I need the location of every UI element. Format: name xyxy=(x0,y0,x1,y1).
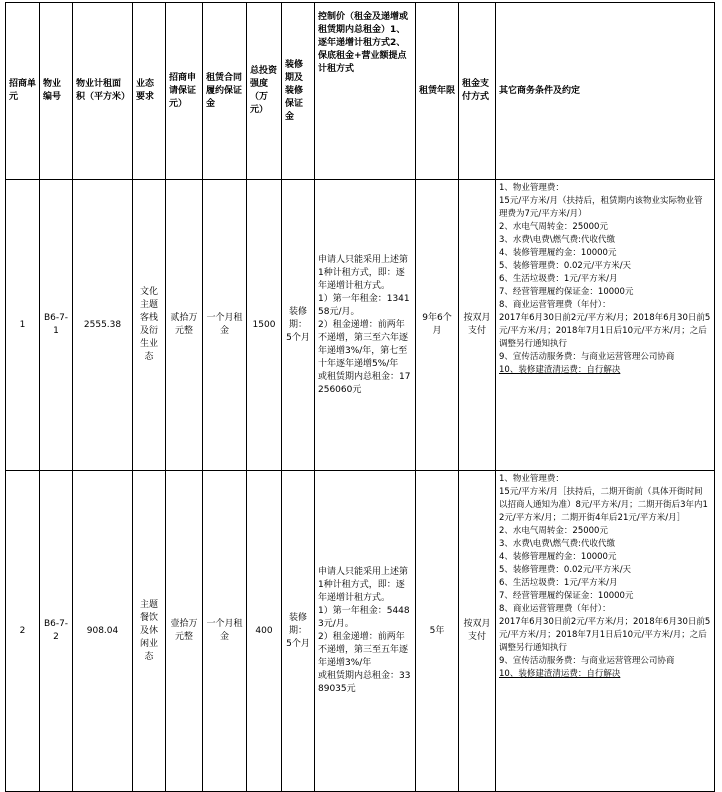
note-line: 2017年6月30日前2元/平方米/月；2018年6月30日前5元/平方米/月；2018年7月1日后10元/平方米/月；之后调整另行通知执行 xyxy=(499,617,711,653)
note-line: 8、商业运营管理费（年付）： xyxy=(499,604,611,614)
cell-investment: 1500 xyxy=(247,180,282,471)
fitout-label: 装修期： xyxy=(288,612,307,636)
header-deposit: 招商申请保证元） xyxy=(166,3,203,180)
header-format: 业态要求 xyxy=(133,3,166,180)
cell-other-terms xyxy=(496,180,715,471)
note-line: 6、生活垃圾费：1元/平方米/月 xyxy=(499,274,618,284)
note-line: 5、装修管理费：0.02元/平方米/天 xyxy=(499,261,632,271)
cell-payment: 按双月支付 xyxy=(459,180,496,471)
control-line: 2）租金递增：前两年不递增，第三至五年逐年递增3%/年 xyxy=(318,632,409,668)
cell-term: 9年6个月 xyxy=(416,180,459,471)
header-area: 物业计租面积（平方米） xyxy=(73,3,133,180)
cell-code: B6-7-1 xyxy=(40,180,73,471)
cell-investment: 400 xyxy=(247,471,282,792)
control-line: 或租赁期内总租金：3389035元 xyxy=(318,671,411,694)
control-line: 1）第一年租金：54483元/月。 xyxy=(318,606,410,629)
header-other-terms: 其它商务条件及约定 xyxy=(496,3,715,180)
note-line: 10、装修建渣清运费：自行解决 xyxy=(499,365,621,375)
cell-other-terms xyxy=(496,471,715,792)
control-line: 申请人只能采用上述第1种计租方式，即：逐年递增计租方式。 xyxy=(318,567,409,603)
control-line: 或租赁期内总租金：17256060元 xyxy=(318,371,411,395)
note-line: 1、物业管理费： xyxy=(499,183,564,193)
note-line: 15元/平方米/月［扶持后，二期开街前（具体开街时间以招商人通知为准）8元/平方米/月；二期开街后3年内12元/平方米/月；二期开街4年后21元/平方米/月］ xyxy=(499,487,708,523)
note-line: 4、装修管理履约金：10000元 xyxy=(499,552,617,562)
leasing-table xyxy=(5,2,715,792)
table-row xyxy=(6,471,715,792)
table-row xyxy=(6,180,715,471)
cell-format: 文化主题客栈及衍生业态 xyxy=(133,180,166,471)
cell-control-price xyxy=(315,471,416,792)
cell-performance-bond: 一个月租金 xyxy=(203,471,247,792)
header-performance-bond: 租赁合同履约保证金 xyxy=(203,3,247,180)
cell-fitout xyxy=(282,180,315,471)
cell-deposit: 贰拾万元整 xyxy=(166,180,203,471)
note-line: 3、水费\电费\燃气费:代收代缴 xyxy=(499,539,616,549)
cell-code: B6-7-2 xyxy=(40,471,73,792)
note-line: 4、装修管理履约金：10000元 xyxy=(499,248,617,258)
header-row xyxy=(6,3,715,180)
note-line: 9、宣传活动服务费：与商业运营管理公司协商 xyxy=(499,656,675,666)
header-control-price: 控制价（租金及递增或租赁期内总租金）1、逐年递增计租方式2、保底租金+营业额提点计租方式 xyxy=(315,3,416,180)
cell-unit: 2 xyxy=(6,471,40,792)
cell-term: 5年 xyxy=(416,471,459,792)
cell-payment: 按双月支付 xyxy=(459,471,496,792)
cell-area: 908.04 xyxy=(73,471,133,792)
cell-area: 2555.38 xyxy=(73,180,133,471)
note-line: 10、装修建渣清运费：自行解决 xyxy=(499,669,621,679)
cell-unit: 1 xyxy=(6,180,40,471)
cell-fitout xyxy=(282,471,315,792)
fitout-label: 装修期： xyxy=(288,306,307,330)
cell-format: 主题餐饮及休闲业态 xyxy=(133,471,166,792)
note-line: 7、经营管理履约保证金：10000元 xyxy=(499,287,634,297)
cell-control-price xyxy=(315,180,416,471)
control-line: 2）租金递增：前两年不递增，第三至六年逐年递增3%/年，第七至十年逐年递增5%/年 xyxy=(318,319,409,369)
document-page xyxy=(5,2,715,792)
note-line: 8、商业运营管理费（年付）： xyxy=(499,300,611,310)
note-line: 7、经营管理履约保证金：10000元 xyxy=(499,591,634,601)
header-investment: 总投资强度（万元） xyxy=(247,3,282,180)
control-line: 1）第一年租金：134158元/月。 xyxy=(318,293,410,317)
note-line: 5、装修管理费：0.02元/平方米/天 xyxy=(499,565,632,575)
header-fitout: 装修期及装修保证金 xyxy=(282,3,315,180)
note-line: 2017年6月30日前2元/平方米/月；2018年6月30日前5元/平方米/月；2018年7月1日后10元/平方米/月；之后调整另行通知执行 xyxy=(499,313,711,349)
note-line: 3、水费\电费\燃气费:代收代缴 xyxy=(499,235,616,245)
fitout-period: 5个月 xyxy=(286,332,310,343)
cell-performance-bond: 一个月租金 xyxy=(203,180,247,471)
note-line: 2、水电气周转金：25000元 xyxy=(499,526,608,536)
header-term: 租赁年限 xyxy=(416,3,459,180)
note-line: 1、物业管理费： xyxy=(499,474,564,484)
header-unit: 招商单元 xyxy=(6,3,40,180)
note-line: 9、宣传活动服务费：与商业运营管理公司协商 xyxy=(499,352,675,362)
note-line: 6、生活垃圾费：1元/平方米/月 xyxy=(499,578,618,588)
note-line: 15元/平方米/月（扶持后，租赁期内该物业实际物业管理费为7元/平方米/月） xyxy=(499,196,703,219)
cell-deposit: 壹拾万元整 xyxy=(166,471,203,792)
control-line: 申请人只能采用上述第1种计租方式，即：逐年递增计租方式。 xyxy=(318,254,409,291)
fitout-period: 5个月 xyxy=(286,638,310,649)
note-line: 2、水电气周转金：25000元 xyxy=(499,222,608,232)
header-payment: 租金支付方式 xyxy=(459,3,496,180)
header-code: 物业编号 xyxy=(40,3,73,180)
